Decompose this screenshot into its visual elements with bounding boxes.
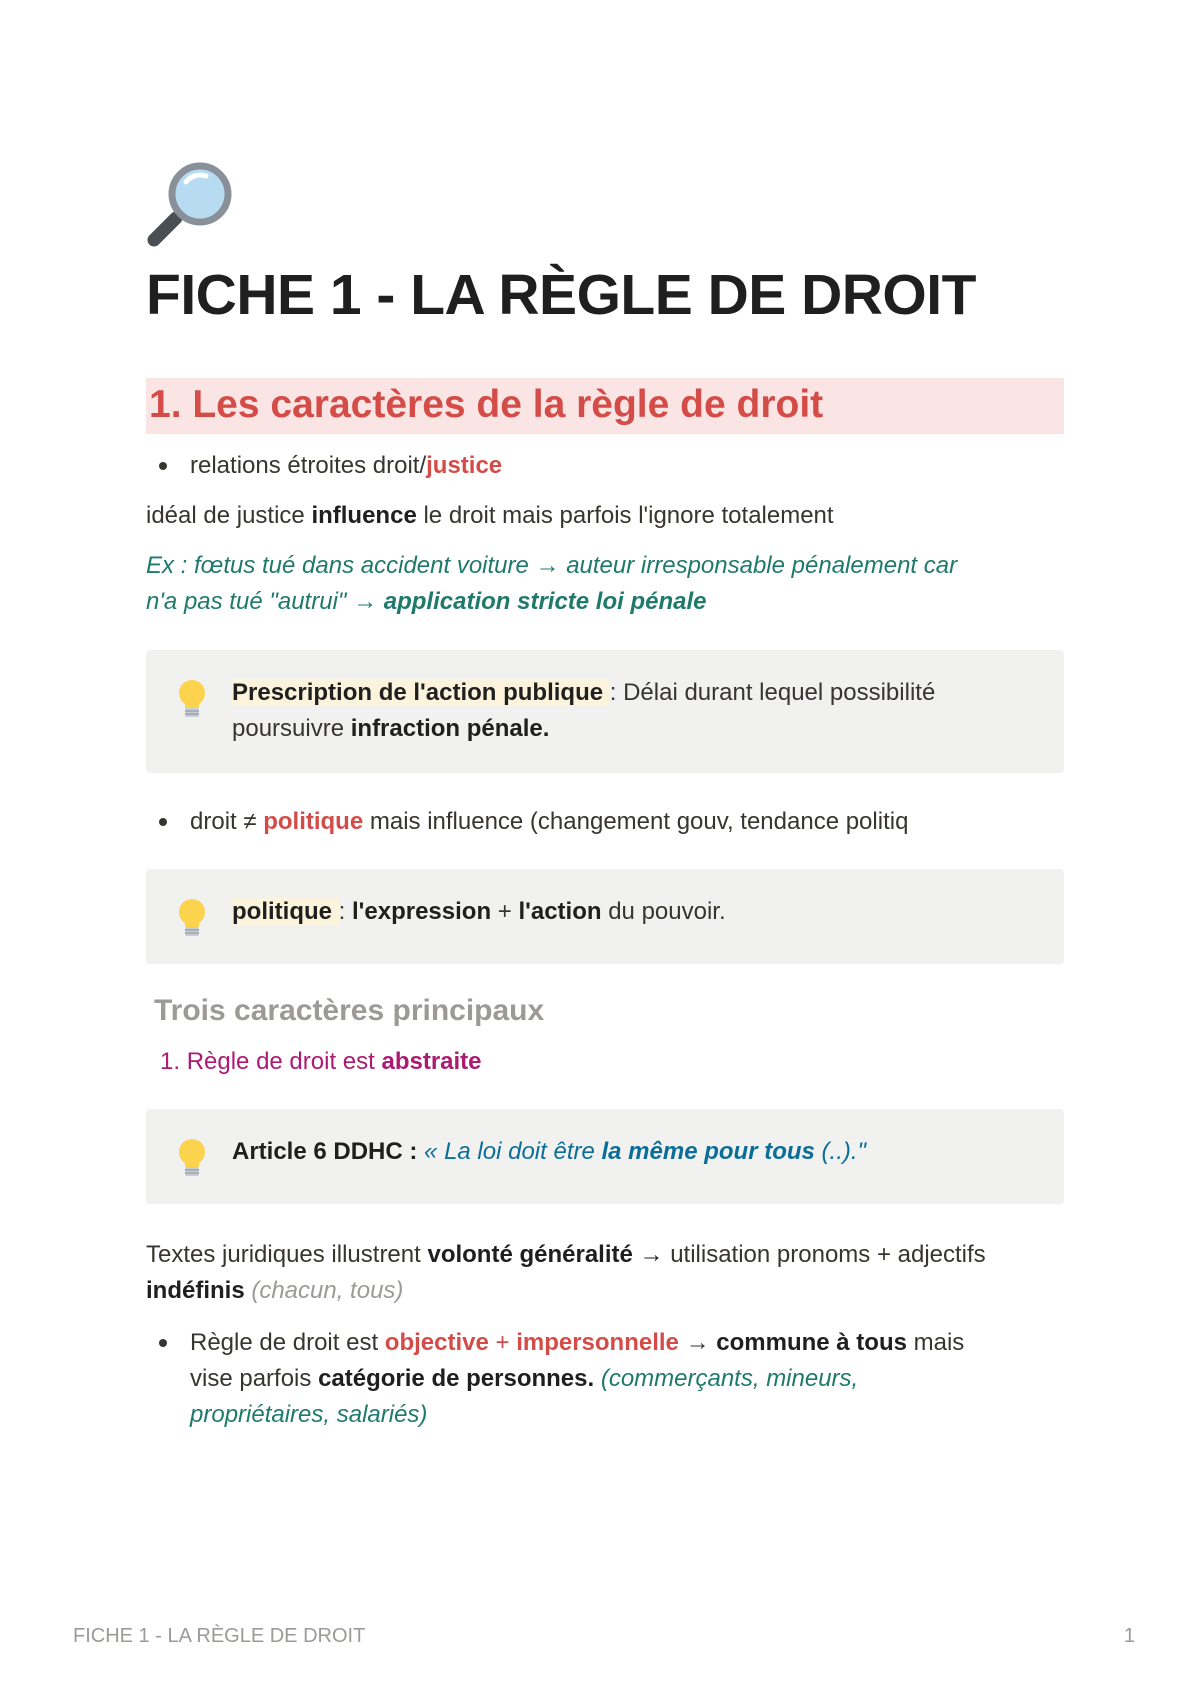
bullet-continuation: vise parfois catégorie de personnes. (commerçants, mineurs, <box>190 1365 859 1392</box>
lightbulb-icon <box>174 1137 210 1179</box>
callout-ddhc <box>146 1109 1064 1204</box>
example-line-1: Ex : fœtus tué dans accident voiture → auteur irresponsable pénalement car <box>146 552 958 579</box>
subheading: Trois caractères principaux <box>154 994 545 1027</box>
paragraph: idéal de justice influence le droit mais parfois l'ignore totalement <box>146 502 834 529</box>
bullet-continuation: propriétaires, salariés) <box>190 1401 428 1428</box>
callout-line-1: politique : l'expression + l'action du pouvoir. <box>232 898 726 925</box>
bullet-item: Règle de droit est objective + impersonnelle → commune à tous mais <box>146 1324 964 1361</box>
callout-prescription <box>146 650 1064 773</box>
magnifying-glass-icon <box>146 158 236 248</box>
callout-politique <box>146 869 1064 964</box>
bullet-item: droit ≠ politique mais influence (changement gouv, tendance politiq <box>146 803 908 840</box>
callout-line-1: Prescription de l'action publique : Délai durant lequel possibilité <box>232 679 936 706</box>
numbered-item: 1. Règle de droit est abstraite <box>160 1048 482 1075</box>
callout-line-1: Article 6 DDHC : « La loi doit être la même pour tous (..)." <box>232 1138 867 1165</box>
bullet-item: relations étroites droit/justice <box>146 447 502 484</box>
footer-title: FICHE 1 - LA RÈGLE DE DROIT <box>73 1625 366 1647</box>
page-title: FICHE 1 - LA RÈGLE DE DROIT <box>146 263 976 327</box>
bullet-dot <box>159 1339 167 1347</box>
callout-line-2: poursuivre infraction pénale. <box>232 715 550 742</box>
example-line-2: n'a pas tué "autrui" → application stricte loi pénale <box>146 588 707 615</box>
paragraph: indéfinis (chacun, tous) <box>146 1277 404 1304</box>
lightbulb-icon <box>174 897 210 939</box>
paragraph: Textes juridiques illustrent volonté généralité → utilisation pronoms + adjectifs <box>146 1241 986 1268</box>
page-number: 1 <box>1123 1625 1135 1647</box>
bullet-dot <box>159 818 167 826</box>
lightbulb-icon <box>174 678 210 720</box>
bullet-dot <box>159 462 167 470</box>
section-heading: 1. Les caractères de la règle de droit <box>146 378 1064 434</box>
